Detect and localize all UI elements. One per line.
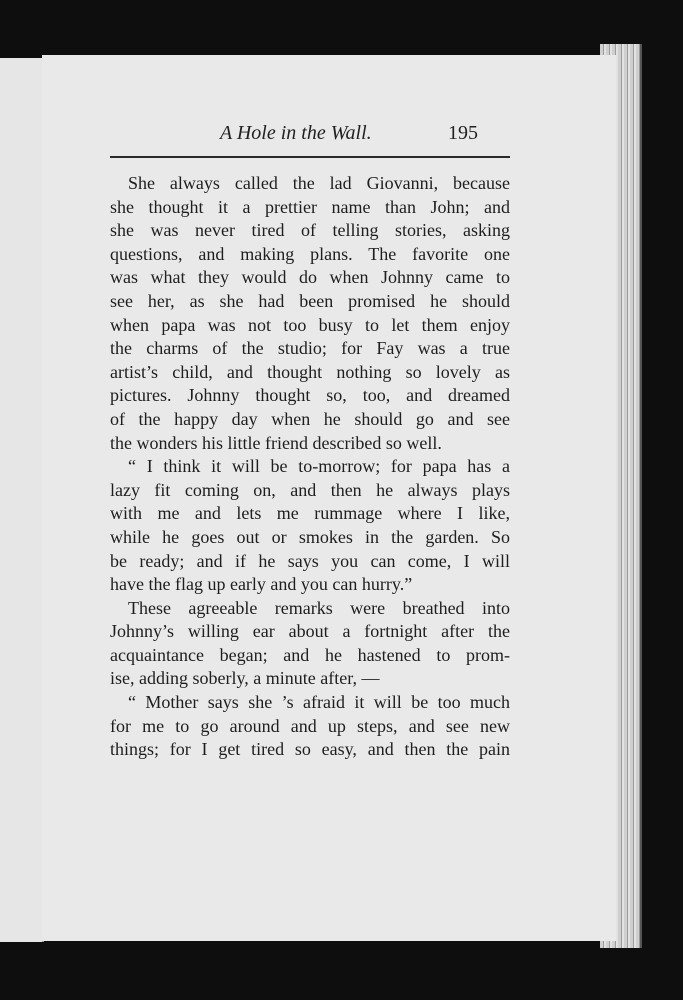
text-line: was what they would do when Johnny came to bbox=[110, 267, 510, 288]
text-line: ise, adding soberly, a minute after, — bbox=[110, 668, 380, 689]
text-line: pictures. Johnny thought so, too, and dreamed bbox=[110, 385, 510, 406]
text-line: Johnny’s willing ear about a fortnight after the bbox=[110, 621, 510, 642]
text-line: of the happy day when he should go and see bbox=[110, 408, 510, 429]
text-line: the charms of the studio; for Fay was a true bbox=[110, 338, 510, 359]
text-line: the wonders his little friend described so well. bbox=[110, 432, 442, 453]
text-line: be ready; and if he says you can come, I will bbox=[110, 550, 510, 571]
text-line: artist’s child, and thought nothing so lovely as bbox=[110, 361, 510, 382]
text-line: she was never tired of telling stories, asking bbox=[110, 220, 510, 241]
text-line: for me to go around and up steps, and see new bbox=[110, 715, 510, 736]
text-line: while he goes out or smokes in the garden. So bbox=[110, 526, 510, 547]
text-line: things; for I get tired so easy, and then the pain bbox=[110, 739, 510, 760]
text-line: she thought it a prettier name than John; and bbox=[110, 196, 510, 217]
text-line: when papa was not too busy to let them enjoy bbox=[110, 314, 510, 335]
text-line: “ I think it will be to-morrow; for papa has a bbox=[128, 456, 510, 477]
page-header bbox=[42, 122, 616, 152]
header-rule bbox=[110, 156, 510, 158]
running-title: A Hole in the Wall. bbox=[220, 122, 372, 144]
book-page bbox=[42, 55, 616, 941]
page-number: 195 bbox=[448, 122, 478, 144]
text-line: with me and lets me rummage where I like, bbox=[110, 503, 510, 524]
text-line: have the flag up early and you can hurry.” bbox=[110, 574, 413, 595]
text-line: acquaintance began; and he hastened to prom- bbox=[110, 644, 510, 665]
text-line: “ Mother says she ’s afraid it will be too much bbox=[128, 692, 510, 713]
text-line: She always called the lad Giovanni, because bbox=[128, 173, 510, 193]
body-text bbox=[110, 172, 510, 762]
text-line: These agreeable remarks were breathed into bbox=[128, 597, 510, 618]
left-page-edge bbox=[0, 58, 44, 942]
text-line: see her, as she had been promised he should bbox=[110, 290, 510, 311]
text-line: lazy fit coming on, and then he always plays bbox=[110, 479, 510, 500]
text-line: questions, and making plans. The favorite one bbox=[110, 243, 510, 264]
